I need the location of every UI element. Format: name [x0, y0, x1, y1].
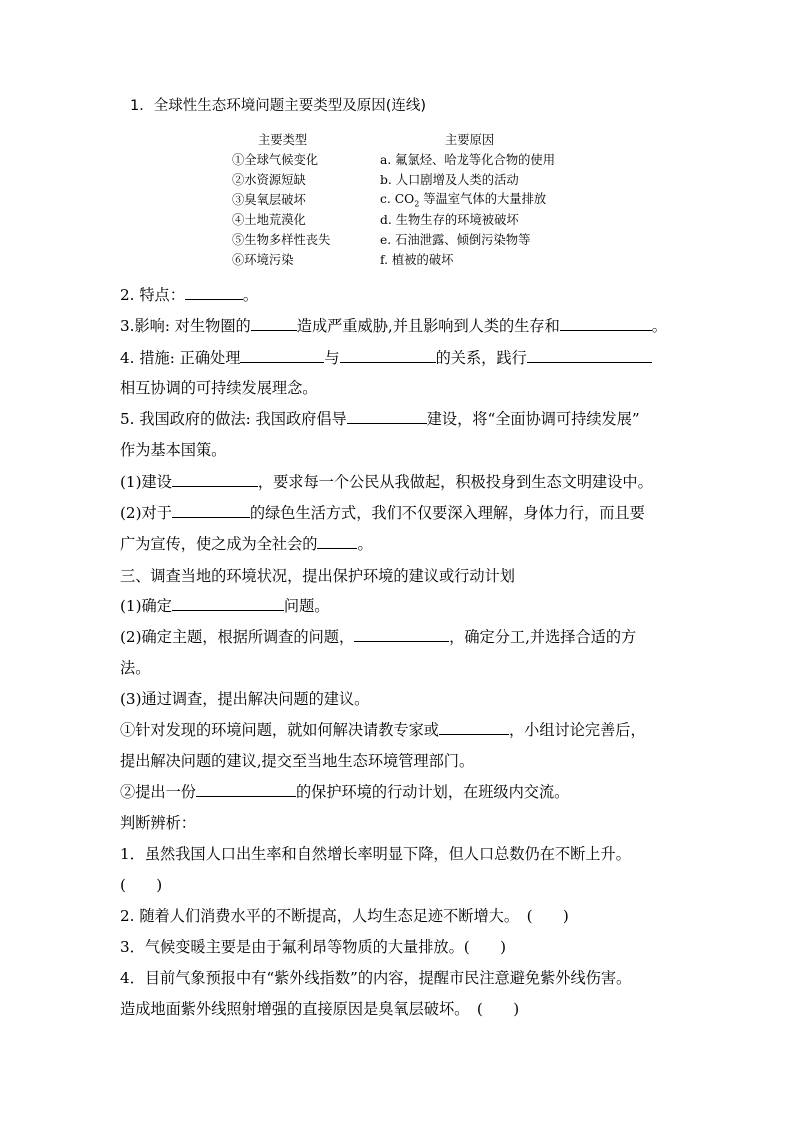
cause-item: d. 生物生存的环境被破坏: [380, 213, 519, 227]
answer-brackets[interactable]: ( ): [120, 876, 163, 894]
text-line: ②提出一份 的保护环境的行动计划，在班级内交流。: [120, 783, 570, 801]
text-line: (1)确定 问题。: [120, 597, 330, 615]
text-line: 提出解决问题的建议,提交至当地生态环境管理部门。: [120, 752, 475, 770]
subsection-title: 判断辨析：: [120, 814, 196, 832]
cause-item: e. 石油泄露、倾倒污染物等: [380, 233, 531, 247]
answer-blank[interactable]: [251, 316, 297, 331]
type-item: ②水资源短缺: [232, 173, 306, 187]
text-line: 2. 特点： 。: [120, 286, 259, 304]
answer-blank[interactable]: [196, 782, 296, 797]
types-column-header: 主要类型: [258, 133, 308, 147]
answer-blank[interactable]: [527, 348, 652, 363]
cause-item: b. 人口剧增及人类的活动: [380, 173, 519, 187]
text-line: 作为基本国策。: [120, 441, 227, 459]
text-line: 广为宣传，使之成为全社会的 。: [120, 535, 373, 553]
judgement-question: 4．目前气象预报中有“紫外线指数”的内容，提醒市民注意避免紫外线伤害。: [120, 969, 632, 987]
type-item: ⑥环境污染: [232, 253, 294, 267]
answer-blank[interactable]: [340, 348, 436, 363]
answer-blank[interactable]: [240, 348, 324, 363]
text-line: 3.影响: 对生物圈的 造成严重威胁,并且影响到人类的生存和 。: [120, 317, 667, 335]
causes-column-header: 主要原因: [445, 133, 495, 147]
text-line: 5. 我国政府的做法: 我国政府倡导 建设，将“全面协调可持续发展”: [120, 410, 640, 428]
text-line: 4. 措施: 正确处理 与 的关系，践行: [120, 348, 652, 368]
answer-blank[interactable]: [560, 316, 652, 331]
cause-item: c. $CO_2$ 等温室气体的大量排放: [380, 192, 547, 209]
judgement-question: 造成地面紫外线照射增强的直接原因是臭氧层破坏。 ( ): [120, 1000, 520, 1018]
text-line: (2)对于 的绿色生活方式，我们不仅要深入理解，身体力行，而且要: [120, 504, 645, 522]
text-line: 法。: [120, 659, 151, 677]
section-title: 三、调查当地的环境状况，提出保护环境的建议或行动计划: [120, 567, 515, 585]
answer-blank[interactable]: [439, 720, 509, 735]
answer-blank[interactable]: [172, 596, 284, 611]
answer-blank[interactable]: [354, 627, 449, 642]
text-line: 相互协调的可持续发展理念。: [120, 379, 318, 397]
answer-blank[interactable]: [185, 285, 243, 300]
judgement-question: 2. 随着人们消费水平的不断提高，人均生态足迹不断增大。 ( ): [120, 907, 569, 925]
answer-blank[interactable]: [172, 472, 258, 487]
type-item: ①全球气候变化: [232, 153, 319, 167]
text-line: (2)确定主题，根据所调查的问题， ，确定分工,并选择合适的方: [120, 628, 637, 646]
type-item: ③臭氧层破坏: [232, 193, 306, 207]
answer-blank[interactable]: [172, 503, 250, 518]
type-item: ⑤生物多样性丧失: [232, 233, 331, 247]
type-item: ④土地荒漠化: [232, 213, 306, 227]
text-line: (3)通过调查，提出解决问题的建议。: [120, 690, 370, 708]
section-heading: 1．全球性生态环境问题主要类型及原因(连线): [130, 98, 427, 114]
cause-item: f. 植被的破坏: [380, 253, 454, 267]
cause-item: a. 氟氯烃、哈龙等化合物的使用: [380, 153, 556, 167]
text-line: (1)建设 ，要求每一个公民从我做起，积极投身到生态文明建设中。: [120, 473, 653, 491]
judgement-question: 3．气候变暖主要是由于氟利昂等物质的大量排放。( ): [120, 938, 507, 956]
text-line: ①针对发现的环境问题，就如何解决请教专家或 ，小组讨论完善后，: [120, 721, 646, 739]
answer-blank[interactable]: [347, 409, 427, 424]
answer-blank[interactable]: [317, 534, 357, 549]
judgement-question: 1．虽然我国人口出生率和自然增长率明显下降，但人口总数仍在不断上升。: [120, 845, 631, 863]
